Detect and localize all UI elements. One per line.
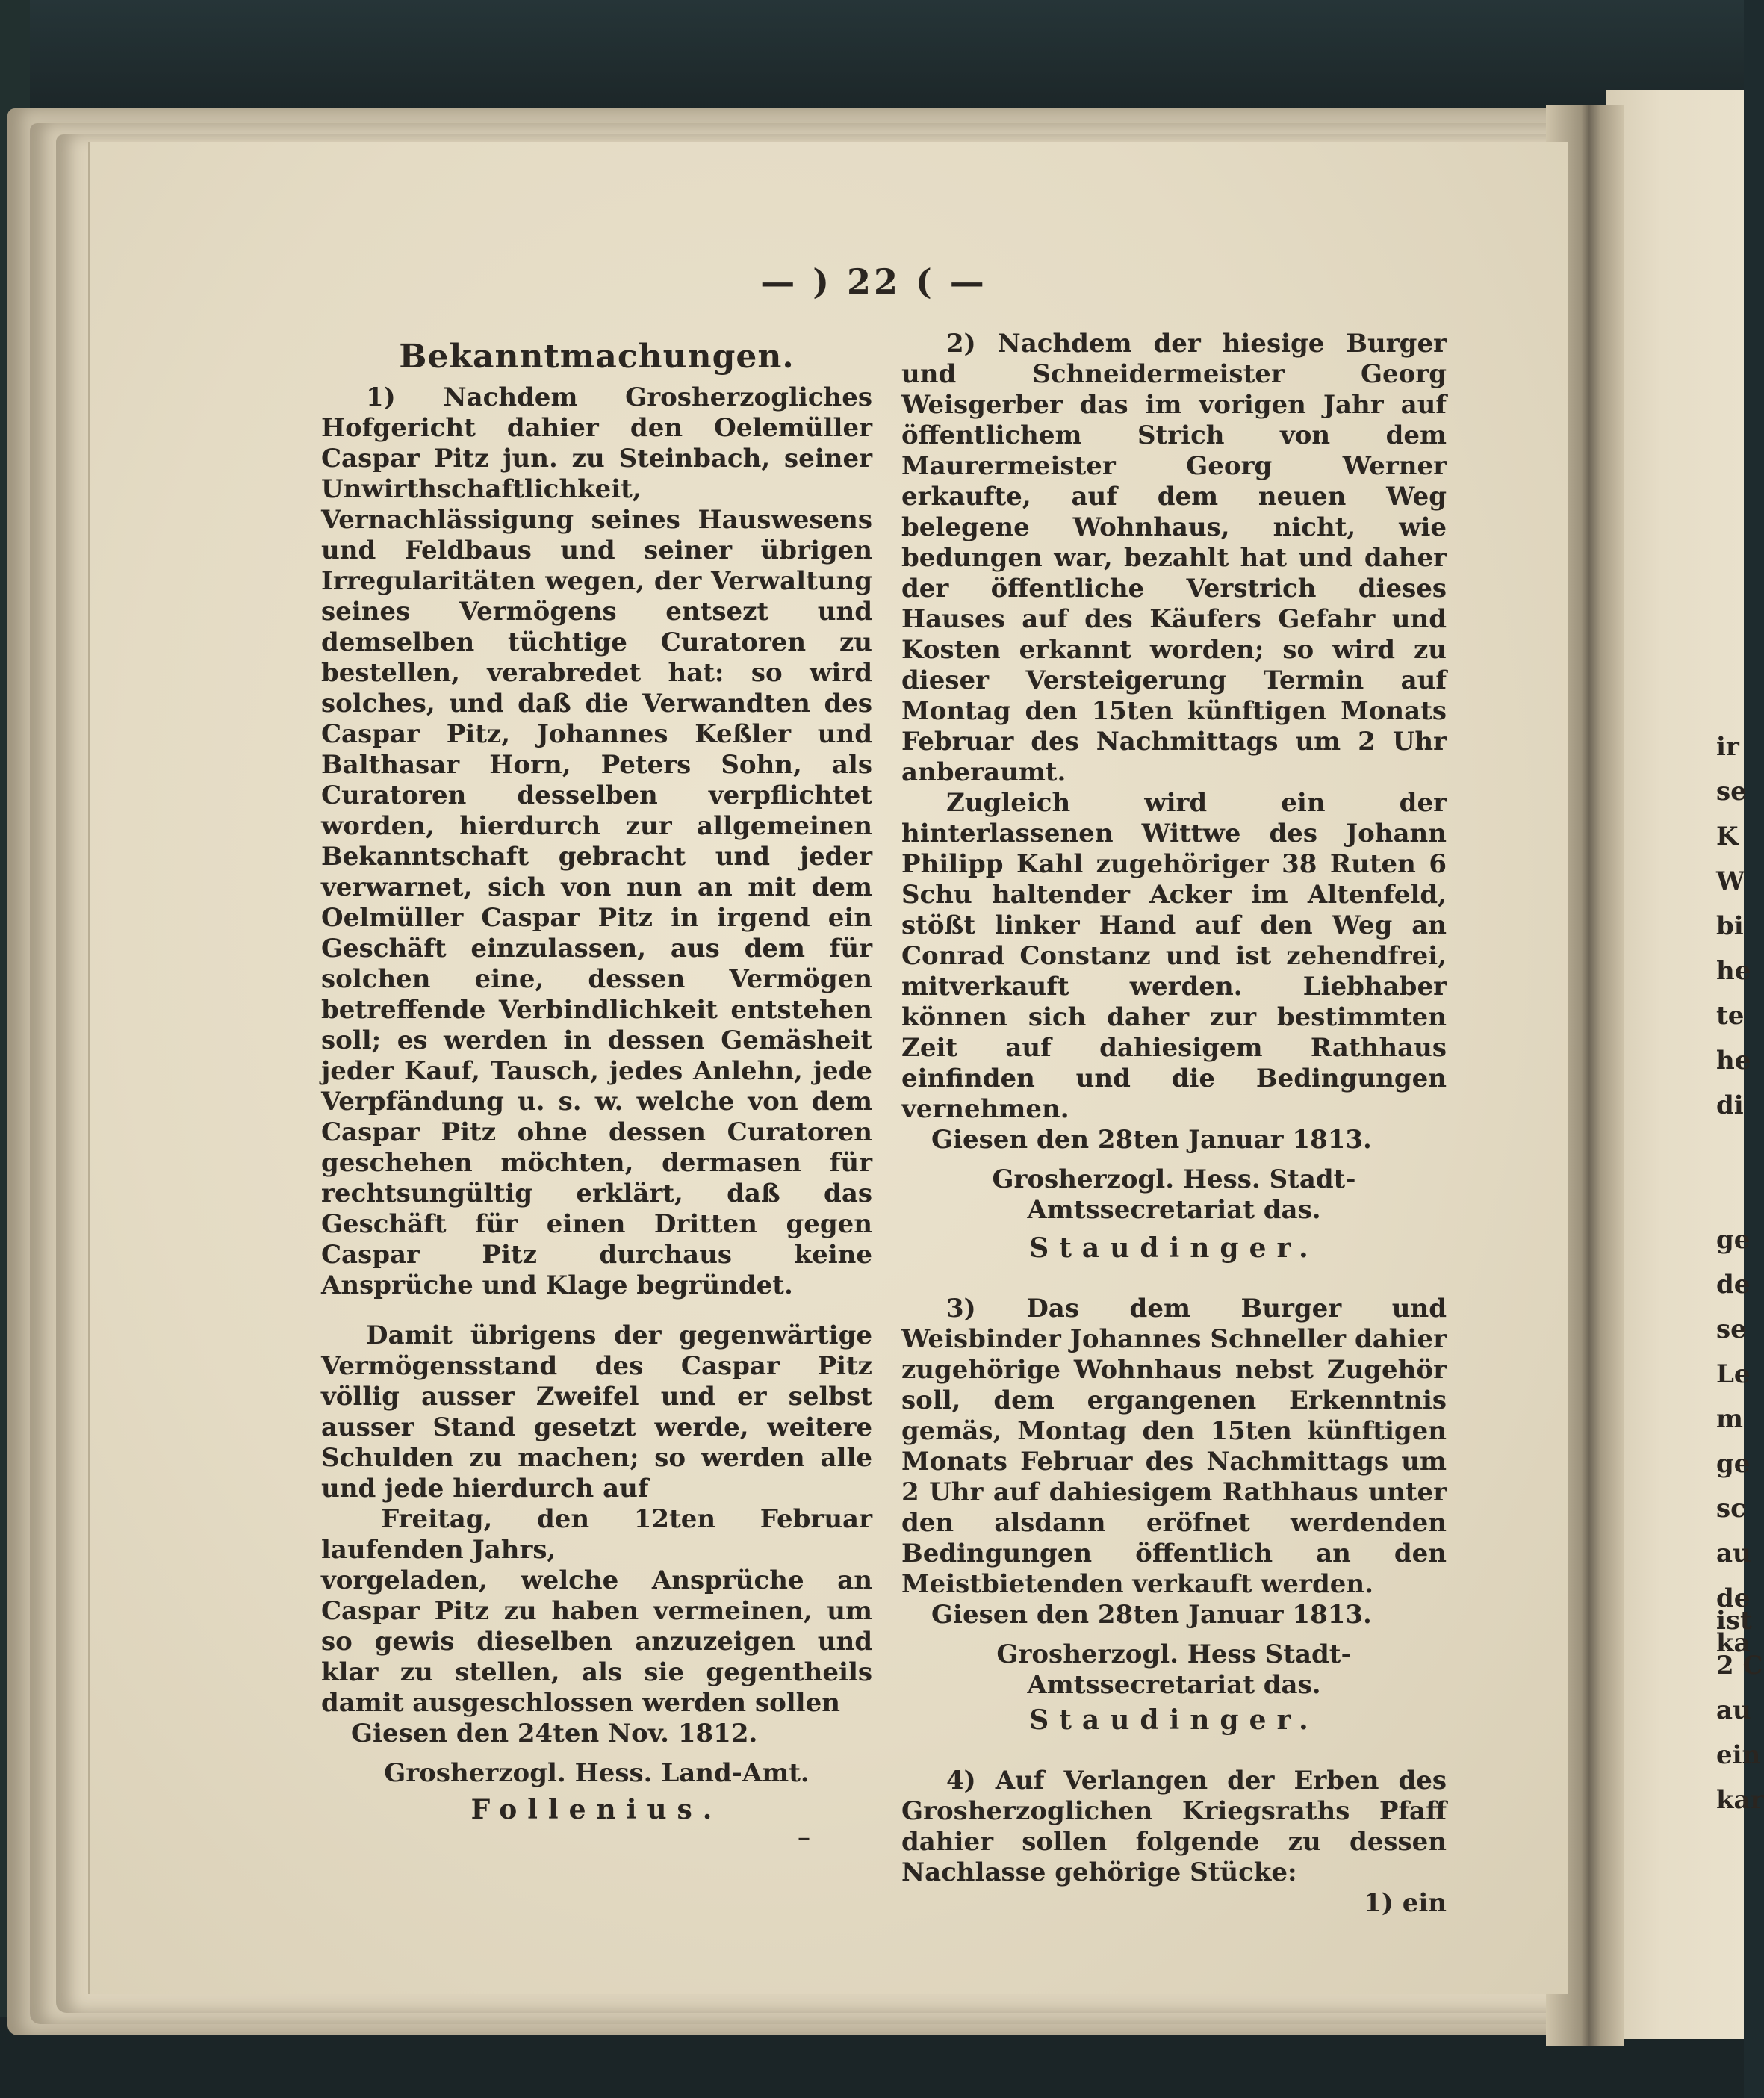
backdrop-top xyxy=(0,0,1744,112)
notice-2-paragraph-2: Zugleich wird ein der hinterlassenen Wittwe des Johann Philipp Kahl zugehöriger 38 Ruten 6 Schu haltender Acker im Altenfeld, stößt linker Hand auf den Weg an Conrad Constanz und ist zehendfrei, mitverkauft werden. Liebhaber können sich daher zur bestimmten Zeit auf dahiesigem Rathhaus einfinden und die Bedingungen vernehmen. xyxy=(901,788,1447,1124)
notice-3-authority: Grosherzogl. Hess Stadt-Amtssecretariat das. xyxy=(996,1639,1352,1700)
notice-3-place-date: Giesen den 28ten Januar 1813. xyxy=(931,1600,1372,1630)
right-column xyxy=(901,329,1447,1919)
notice-2-paragraph: 2) Nachdem der hiesige Burger und Schneidermeister Georg Weisgerber das im vorigen Jahr auf öffentlichem Strich von dem Maurermeister Georg Werner erkaufte, auf dem neuen Weg belegene Wohnhaus, nicht, wie bedungen war, bezahlt hat und daher der öffentliche Verstrich dieses Hauses auf des Käufers Gefahr und Kosten erkannt worden; so wird zu dieser Versteigerung Termin auf Montag den 15ten künftigen Monats Februar des Nachmittags um 2 Uhr anberaumt. xyxy=(901,329,1447,787)
notice-1-authority: Grosherzogl. Hess. Land-Amt. xyxy=(384,1758,810,1788)
notice-4-paragraph: 4) Auf Verlangen der Erben des Grosherzoglichen Kriegsraths Pfaff dahier sollen folgende zu dessen Nachlasse gehörige Stücke: xyxy=(901,1766,1447,1887)
notice-3-signature: Staudinger. xyxy=(1029,1704,1319,1736)
summons-date: Freitag, den 12ten Februar laufenden Jahrs, xyxy=(321,1504,872,1565)
notice-3-paragraph: 3) Das dem Burger und Weisbinder Johannes Schneller dahier zugehörige Wohnhaus nebst Zugehör soll, dem ergangenen Erkenntnis gemäs, Montag den 15ten künftigen Monats Februar des Nachmittags um 2 Uhr auf dahiesigem Rathhaus unter den alsdann eröfnet werdenden Bedingungen öffentlich an den Meistbietenden verkauft werden. xyxy=(901,1294,1447,1599)
next-page-fragment-3: ist 2 C au ein kar xyxy=(1716,1606,1764,1815)
notice-2-signature: Staudinger. xyxy=(1029,1232,1319,1264)
section-heading: Bekanntmachungen. xyxy=(399,338,795,376)
left-column xyxy=(321,335,872,1825)
notice-1-signature: Follenius. xyxy=(470,1794,723,1825)
notice-2-place-date: Giesen den 28ten Januar 1813. xyxy=(931,1125,1372,1155)
notice-1-paragraph-2: Damit übrigens der gegenwärtige Vermögensstand des Caspar Pitz völlig ausser Zweifel und er selbst ausser Stand gesetzt werde, weitere Schulden zu machen; so werden alle und jede hierdurch auf xyxy=(321,1320,872,1503)
notice-1-paragraph: 1) Nachdem Grosherzogliches Hofgericht dahier den Oelemüller Caspar Pitz jun. zu Steinbach, seiner Unwirthschaftlichkeit, Vernachlässigung seines Hauswesens und Feldbaus und seiner übrigen Irregularitäten wegen, der Verwaltung seines Vermögens entsezt und demselben tüchtige Curatoren zu bestellen, verabredet hat: so wird solches, und daß die Verwandten des Caspar Pitz, Johannes Keßler und Balthasar Horn, Peters Sohn, als Curatoren desselben verpflichtet worden, hierdurch zur allgemeinen Bekanntschaft gebracht und jeder verwarnet, sich von nun an mit dem Oelmüller Caspar Pitz in irgend ein Geschäft einzulassen, aus dem für solchen eine, dessen Vermögen betreffende Verbindlichkeit entstehen soll; es werden in dessen Gemäsheit jeder Kauf, Tausch, jedes Anlehn, jede Verpfändung u. s. w. welche von dem Caspar Pitz ohne dessen Curatoren geschehen möchten, dermasen für rechtsungültig erklärt, daß das Geschäft für einen Dritten gegen Caspar Pitz durchaus keine Ansprüche und Klage begründet. xyxy=(321,382,872,1300)
next-page-fragment-1: ir se K W bi he te he di xyxy=(1716,732,1751,1120)
page-number: — ) 22 ( — xyxy=(760,261,987,302)
page-ornament: – xyxy=(798,1822,810,1852)
catchword: 1) ein xyxy=(1364,1888,1447,1918)
next-page-fragment-2: ge de se Le m ge sc au de ka xyxy=(1716,1225,1751,1658)
notice-1-place-date: Giesen den 24ten Nov. 1812. xyxy=(351,1719,758,1748)
notice-1-paragraph-3: vorgeladen, welche Ansprüche an Caspar Pitz zu haben vermeinen, um so gewis dieselben anzuzeigen und klar zu stellen, als sie gegentheils damit ausgeschlossen werden sollen xyxy=(321,1565,872,1718)
notice-2-authority: Grosherzogl. Hess. Stadt-Amtssecretariat das. xyxy=(992,1164,1356,1225)
